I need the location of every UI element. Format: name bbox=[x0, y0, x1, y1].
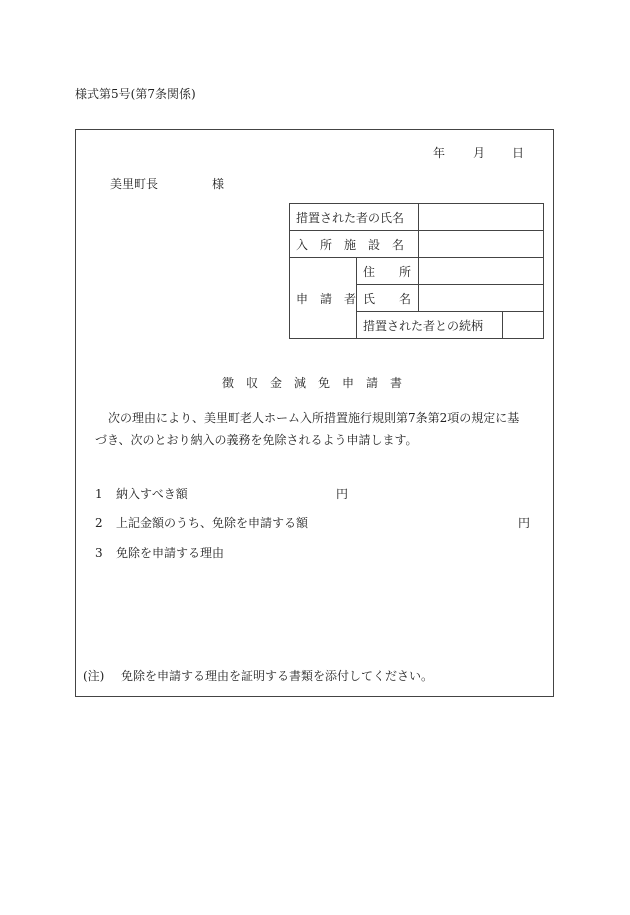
item-1-label: 納入すべき額 bbox=[116, 487, 188, 501]
date-month-label: 月 bbox=[473, 146, 486, 160]
applicant-name-label: 氏 名 bbox=[357, 285, 419, 312]
facility-name-field[interactable] bbox=[419, 231, 544, 258]
body-line-1: 次の理由により、美里町老人ホーム入所措置施行規則第7条第2項の規定に基 bbox=[108, 411, 520, 425]
document-title: 徴 収 金 減 免 申 請 書 bbox=[222, 376, 403, 390]
item-2-label: 上記金額のうち、免除を申請する額 bbox=[116, 516, 309, 530]
item-2-number: 2 bbox=[95, 516, 103, 530]
addressee-name: 美里町長 bbox=[110, 177, 159, 191]
relationship-label: 措置された者との続柄 bbox=[357, 312, 503, 339]
applicant-name-field[interactable] bbox=[419, 285, 544, 312]
form-number-label: 様式第5号(第7条関係) bbox=[75, 87, 196, 101]
applicant-info-table bbox=[289, 203, 544, 339]
evacuee-name-field[interactable] bbox=[419, 204, 544, 231]
body-line-2: づき、次のとおり納入の義務を免除されるよう申請します。 bbox=[95, 433, 418, 447]
address-label: 住 所 bbox=[357, 258, 419, 285]
date-year-label: 年 bbox=[433, 146, 446, 160]
item-3-label: 免除を申請する理由 bbox=[116, 546, 225, 560]
address-field[interactable] bbox=[419, 258, 544, 285]
date-day-label: 日 bbox=[512, 146, 525, 160]
facility-name-label: 入 所 施 設 名 bbox=[290, 231, 419, 258]
relationship-field[interactable] bbox=[503, 312, 544, 339]
item-1-number: 1 bbox=[95, 487, 103, 501]
item-3-number: 3 bbox=[95, 546, 103, 560]
note-text: 免除を申請する理由を証明する書類を添付してください。 bbox=[121, 669, 434, 683]
applicant-label: 申 請 者 bbox=[290, 258, 357, 339]
evacuee-name-label: 措置された者の氏名 bbox=[290, 204, 419, 231]
note-prefix: (注) bbox=[83, 669, 105, 683]
addressee-honorific: 様 bbox=[212, 177, 225, 191]
item-2-unit: 円 bbox=[518, 516, 531, 530]
item-1-unit: 円 bbox=[336, 487, 349, 501]
